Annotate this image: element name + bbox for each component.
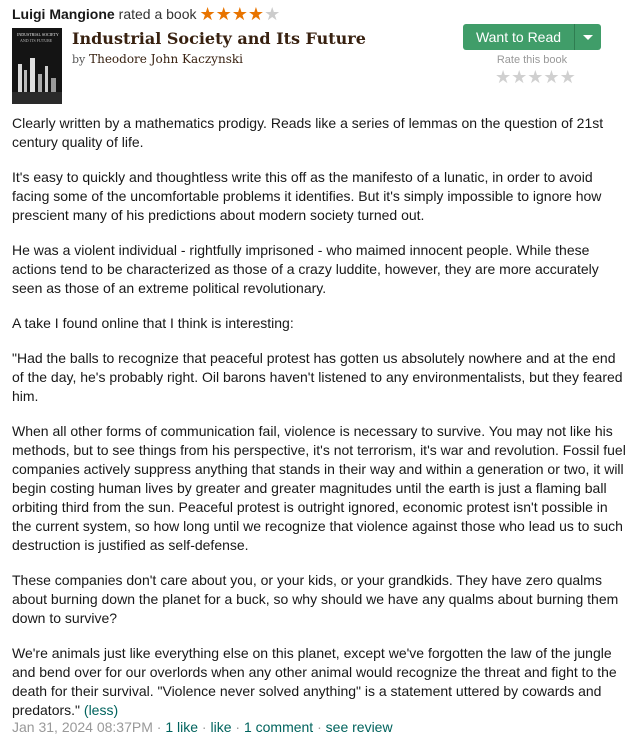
rate-star-icon[interactable]: ★ bbox=[543, 67, 560, 87]
review-paragraph: A take I found online that I think is interesting: bbox=[12, 315, 294, 331]
review-text bbox=[12, 114, 630, 720]
author-name[interactable]: Theodore John Kaczynski bbox=[89, 52, 243, 66]
review-rating bbox=[200, 5, 281, 23]
separator: · bbox=[231, 719, 244, 735]
review-paragraph-last bbox=[12, 644, 630, 720]
book-cover[interactable] bbox=[12, 28, 62, 104]
separator: · bbox=[198, 719, 211, 735]
likes-count-link[interactable]: 1 like bbox=[165, 719, 199, 735]
cover-subtitle: AND ITS FUTURE bbox=[20, 38, 53, 43]
cover-title: INDUSTRIAL SOCIETY bbox=[17, 32, 59, 37]
review-date[interactable]: Jan 31, 2024 08:37PM bbox=[12, 719, 153, 735]
see-review-link[interactable]: see review bbox=[325, 719, 393, 735]
rate-star-icon[interactable]: ★ bbox=[527, 67, 544, 87]
reviewer-name[interactable]: Luigi Mangione bbox=[12, 6, 115, 22]
review-paragraph: He was a violent individual - rightfully imprisoned - who maimed innocent people. While these actions tend to be characterized as those of a crazy luddite, however, they are more accurately seen as those of an extreme political revolutionary. bbox=[12, 242, 599, 296]
rate-this-book-label: Rate this book bbox=[496, 54, 568, 66]
review-paragraph: When all other forms of communication fail, violence is necessary to survive. You may not like his methods, but to see things from his perspective, it's not terrorism, it's war and revolution. Fossil fuel companies actively suppress anything that stands in their way and within a generation or two, it will begin costing human lives by greater and greater magnitudes until the earth is just a flaming ball orbiting third from the sun. Peaceful protest is outright ignored, economic protest isn't possible in the current system, so how long until we recognize that violence against those who lead us to such destruction is justified as self-defense. bbox=[12, 423, 626, 553]
separator: · bbox=[313, 719, 326, 735]
rate-star-icon[interactable]: ★ bbox=[511, 67, 528, 87]
by-label: by bbox=[72, 53, 86, 66]
less-link[interactable]: (less) bbox=[83, 702, 119, 718]
rate-stars[interactable] bbox=[495, 68, 576, 86]
review-footer bbox=[12, 718, 393, 736]
cover-skyline-icon bbox=[12, 28, 62, 104]
review-paragraph: These companies don't care about you, or your kids, or your grandkids. They have zero qualms about burning down the planet for a buck, so why should we have any qualms about burning them down to survive? bbox=[12, 572, 619, 626]
star-empty-icon: ★ bbox=[264, 4, 281, 24]
review-paragraph: It's easy to quickly and thoughtless write this off as the manifesto of a lunatic, in order to avoid facing some of the uncomfortable problems it identifies. But it's simply impossible to ignore how prescient many of his predictions about modern society turned out. bbox=[12, 169, 602, 223]
rated-text: rated a book bbox=[118, 6, 197, 22]
star-filled-icon: ★ bbox=[199, 4, 216, 24]
star-filled-icon: ★ bbox=[247, 4, 265, 24]
review-header bbox=[12, 4, 280, 24]
review-paragraph: "Had the balls to recognize that peaceful protest has gotten us absolutely nowhere and at the end of the day, he's probably right. Oil barons haven't listened to any environmentalists, but they feared him. bbox=[12, 350, 623, 404]
want-to-read-button[interactable] bbox=[463, 24, 601, 50]
review-last-text: We're animals just like everything else on this planet, except we've forgotten the law of the jungle and bend over for our overlords when any other animal would recognize the threat and fight to the death for their survival. "Violence never solved anything" is a statement uttered by cowards and predators." bbox=[12, 645, 617, 718]
like-link[interactable]: like bbox=[210, 719, 232, 735]
star-filled-icon: ★ bbox=[231, 4, 248, 24]
separator: · bbox=[152, 719, 166, 735]
chevron-down-icon[interactable] bbox=[575, 24, 601, 50]
star-filled-icon: ★ bbox=[215, 4, 232, 24]
comments-link[interactable]: 1 comment bbox=[243, 719, 314, 735]
want-to-read-label[interactable]: Want to Read bbox=[475, 29, 562, 45]
book-title[interactable]: Industrial Society and Its Future bbox=[72, 29, 366, 48]
rate-star-icon[interactable]: ★ bbox=[559, 67, 576, 87]
review-paragraph: Clearly written by a mathematics prodigy. Reads like a series of lemmas on the question of 21st century quality of life. bbox=[12, 115, 604, 150]
book-author-line bbox=[72, 52, 243, 66]
rate-star-icon[interactable]: ★ bbox=[495, 67, 512, 87]
